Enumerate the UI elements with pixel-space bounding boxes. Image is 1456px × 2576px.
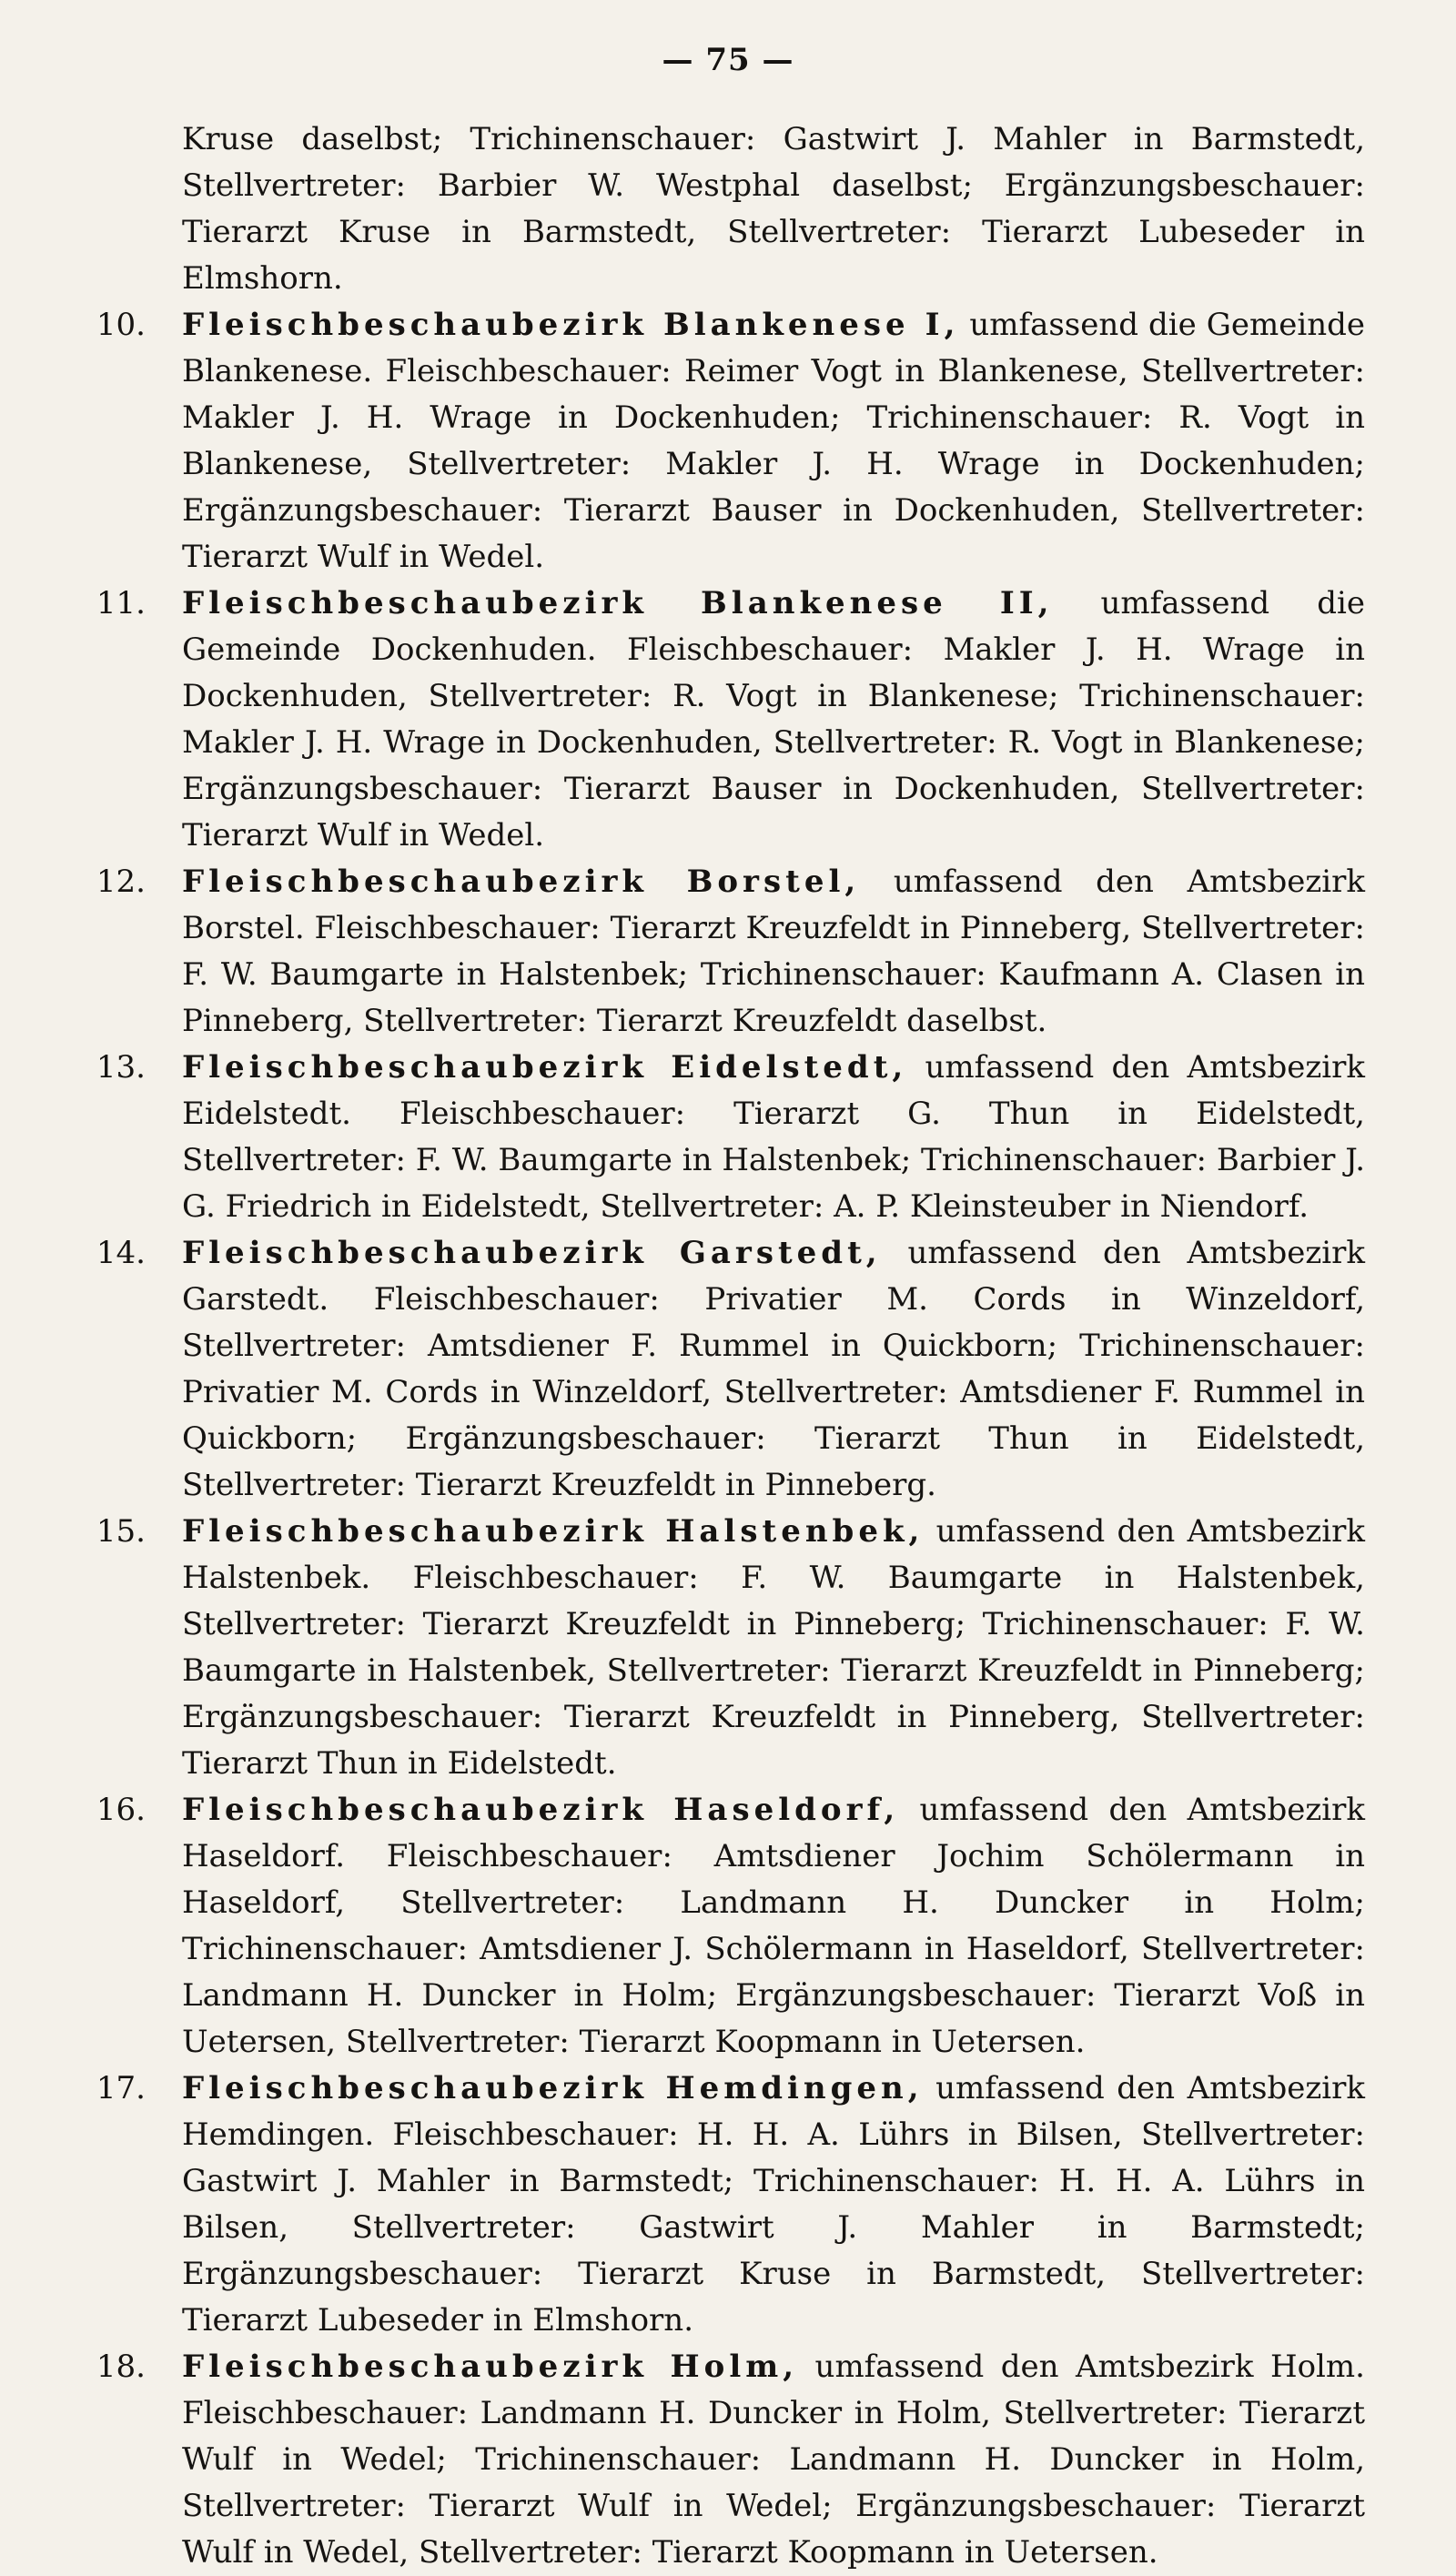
page-number: — 75 — [662,42,794,78]
district-heading: Fleischbeschaubezirk Blankenese I, [182,307,960,343]
entry-text: umfassend den Amtsbezirk Haseldorf. Fleischbeschauer: Amtsdiener Jochim Schölermann in Haseldorf, Stellvertreter: Landmann H. Duncker in Holm; Trichinenschauer: Amtsdiener J. Schölermann in Haseldorf, Stellvertreter: Landmann H. Duncker in Holm; Ergänzungsbeschauer: Tierarzt Voß in Uetersen, Stellvertreter: Tierarzt Koopmann in Uetersen. [182,1792,1365,2060]
district-heading: Fleischbeschaubezirk Garstedt, [182,1235,882,1271]
entry-17 [91,2066,1365,2344]
entry-number: 12. [96,864,146,900]
entry-text: umfassend den Amtsbezirk Hemdingen. Fleischbeschauer: H. H. A. Lührs in Bilsen, Stellvertreter: Gastwirt J. Mahler in Barmstedt; Trichinenschauer: H. H. A. Lührs in Bilsen, Stellvertreter: Gastwirt J. Mahler in Barmstedt; Ergänzungsbeschauer: Tierarzt Kruse in Barmstedt, Stellvertreter: Tierarzt Lubeseder in Elmshorn. [182,2070,1365,2339]
district-heading: Fleischbeschaubezirk Hemdingen, [182,2070,924,2106]
entry-16 [91,1787,1365,2066]
entry-12 [91,859,1365,1045]
entry-number: 14. [96,1235,146,1271]
district-heading: Fleischbeschaubezirk Holm, [182,2349,799,2385]
entry-number: 13. [96,1049,146,1086]
entry-18 [91,2344,1365,2576]
entry-text: umfassend den Amtsbezirk Holm. Fleischbeschauer: Landmann H. Duncker in Holm, Stellvertreter: Tierarzt Wulf in Wedel; Trichinenschauer: Landmann H. Duncker in Holm, Stellvertreter: Tierarzt Wulf in Wedel; Ergänzungsbeschauer: Tierarzt Wulf in Wedel, Stellvertreter: Tierarzt Koopmann in Uetersen. [182,2349,1365,2571]
entry-text: umfassend den Amtsbezirk Borstel. Fleischbeschauer: Tierarzt Kreuzfeldt in Pinneberg, Stellvertreter: F. W. Baumgarte in Halstenbek; Trichinenschauer: Kaufmann A. Clasen in Pinneberg, Stellvertreter: Tierarzt Kreuzfeldt daselbst. [182,864,1366,1039]
entry-number: 16. [96,1792,146,1828]
page-content [91,116,1365,2576]
entry-number: 17. [96,2070,146,2106]
entry-text: umfassend den Amtsbezirk Garstedt. Fleischbeschauer: Privatier M. Cords in Winzeldorf, Stellvertreter: Amtsdiener F. Rummel in Quickborn; Trichinenschauer: Privatier M. Cords in Winzeldorf, Stellvertreter: Amtsdiener F. Rummel in Quickborn; Ergänzungsbeschauer: Tierarzt Thun in Eidelstedt, Stellvertreter: Tierarzt Kreuzfeldt in Pinneberg. [182,1235,1365,1503]
district-heading: Fleischbeschaubezirk Eidelstedt, [182,1049,908,1086]
entry-13 [91,1045,1365,1230]
entry-number: 18. [96,2349,146,2385]
entry-text: umfassend den Amtsbezirk Halstenbek. Fleischbeschauer: F. W. Baumgarte in Halstenbek, Stellvertreter: Tierarzt Kreuzfeldt in Pinneberg; Trichinenschauer: F. W. Baumgarte in Halstenbek, Stellvertreter: Tierarzt Kreuzfeldt in Pinneberg; Ergänzungsbeschauer: Tierarzt Kreuzfeldt in Pinneberg, Stellvertreter: Tierarzt Thun in Eidelstedt. [182,1513,1366,1782]
district-heading: Fleischbeschaubezirk Borstel, [182,864,861,900]
district-heading: Fleischbeschaubezirk Haseldorf, [182,1792,900,1828]
entry-15 [91,1509,1365,1787]
entry-14 [91,1230,1365,1509]
entry-10 [91,302,1365,581]
entry-number: 11. [96,585,146,621]
entry-text: umfassend die Gemeinde Blankenese. Fleischbeschauer: Reimer Vogt in Blankenese, Stellvertreter: Makler J. H. Wrage in Dockenhuden; Trichinenschauer: R. Vogt in Blankenese, Stellvertreter: Makler J. H. Wrage in Dockenhuden; Ergänzungsbeschauer: Tierarzt Bauser in Dockenhuden, Stellvertreter: Tierarzt Wulf in Wedel. [182,307,1365,575]
entry-text: umfassend den Amtsbezirk Eidelstedt. Fleischbeschauer: Tierarzt G. Thun in Eidelstedt, Stellvertreter: F. W. Baumgarte in Halstenbek; Trichinenschauer: Barbier J. G. Friedrich in Eidelstedt, Stellvertreter: A. P. Kleinsteuber in Niendorf. [182,1049,1365,1225]
entry-text: umfassend die Gemeinde Dockenhuden. Fleischbeschauer: Makler J. H. Wrage in Dockenhuden, Stellvertreter: R. Vogt in Blankenese; Trichinenschauer: Makler J. H. Wrage in Dockenhuden, Stellvertreter: R. Vogt in Blankenese; Ergänzungsbeschauer: Tierarzt Bauser in Dockenhuden, Stellvertreter: Tierarzt Wulf in Wedel. [182,585,1365,854]
entry-11 [91,581,1365,859]
district-heading: Fleischbeschaubezirk Blankenese II, [182,585,1054,621]
entry-number: 10. [96,307,146,343]
entry-number: 15. [96,1513,146,1550]
district-heading: Fleischbeschaubezirk Halstenbek, [182,1513,925,1550]
continuation-paragraph: Kruse daselbst; Trichinenschauer: Gastwirt J. Mahler in Barmstedt, Stellvertreter: Barbier W. Westphal daselbst; Ergänzungsbeschauer: Tierarzt Kruse in Barmstedt, Stellvertreter: Tierarzt Lubeseder in Elmshorn. [182,121,1365,297]
